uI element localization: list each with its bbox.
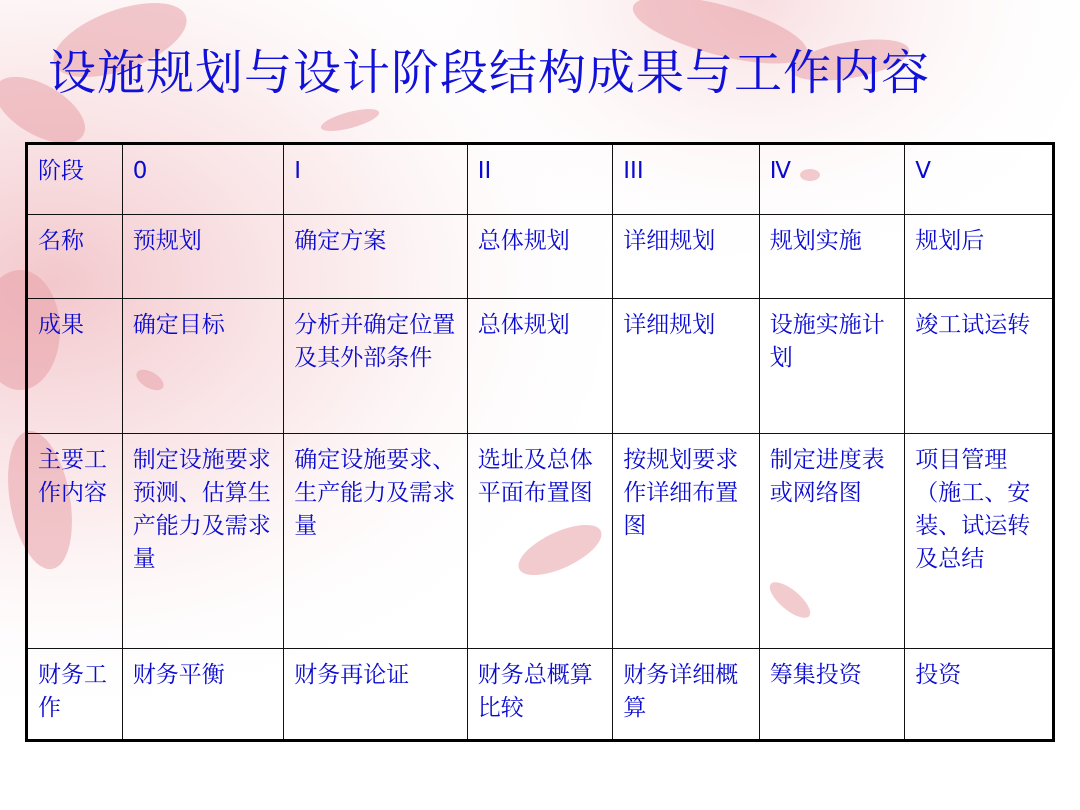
row-header-stage: 阶段	[27, 144, 123, 215]
cell-finance-2: 财务总概算比较	[467, 649, 613, 741]
cell-work-1: 确定设施要求、生产能力及需求量	[284, 434, 467, 649]
cell-stage-3: III	[613, 144, 760, 215]
table-row-work	[27, 434, 1054, 649]
cell-stage-5: V	[905, 144, 1054, 215]
cell-result-5: 竣工试运转	[905, 299, 1054, 434]
cell-name-3: 详细规划	[613, 215, 760, 299]
cell-work-2: 选址及总体平面布置图	[467, 434, 613, 649]
cell-name-0: 预规划	[122, 215, 284, 299]
cell-finance-0: 财务平衡	[122, 649, 284, 741]
row-header-result: 成果	[27, 299, 123, 434]
cell-work-3: 按规划要求作详细布置图	[613, 434, 760, 649]
cell-result-0: 确定目标	[122, 299, 284, 434]
slide-title: 设施规划与设计阶段结构成果与工作内容	[48, 45, 931, 101]
row-header-name: 名称	[27, 215, 123, 299]
cell-finance-3: 财务详细概算	[613, 649, 760, 741]
cell-work-4: 制定进度表或网络图	[759, 434, 905, 649]
cell-stage-1: I	[284, 144, 467, 215]
cell-result-1: 分析并确定位置及其外部条件	[284, 299, 467, 434]
table-row-name	[27, 215, 1054, 299]
cell-stage-0: 0	[122, 144, 284, 215]
cell-stage-2: II	[467, 144, 613, 215]
cell-finance-5: 投资	[905, 649, 1054, 741]
cell-name-4: 规划实施	[759, 215, 905, 299]
cell-work-0: 制定设施要求预测、估算生产能力及需求量	[122, 434, 284, 649]
stage-table	[25, 142, 1055, 742]
row-header-work: 主要工作内容	[27, 434, 123, 649]
cell-result-3: 详细规划	[613, 299, 760, 434]
row-header-finance: 财务工作	[27, 649, 123, 741]
cell-name-1: 确定方案	[284, 215, 467, 299]
table-row-finance	[27, 649, 1054, 741]
cell-name-5: 规划后	[905, 215, 1054, 299]
cell-stage-4: Ⅳ	[759, 144, 905, 215]
table-row-stage	[27, 144, 1054, 215]
cell-finance-4: 筹集投资	[759, 649, 905, 741]
cell-result-2: 总体规划	[467, 299, 613, 434]
cell-work-5: 项目管理（施工、安装、试运转及总结	[905, 434, 1054, 649]
cell-finance-1: 财务再论证	[284, 649, 467, 741]
cell-name-2: 总体规划	[467, 215, 613, 299]
cell-result-4: 设施实施计划	[759, 299, 905, 434]
table-row-result	[27, 299, 1054, 434]
